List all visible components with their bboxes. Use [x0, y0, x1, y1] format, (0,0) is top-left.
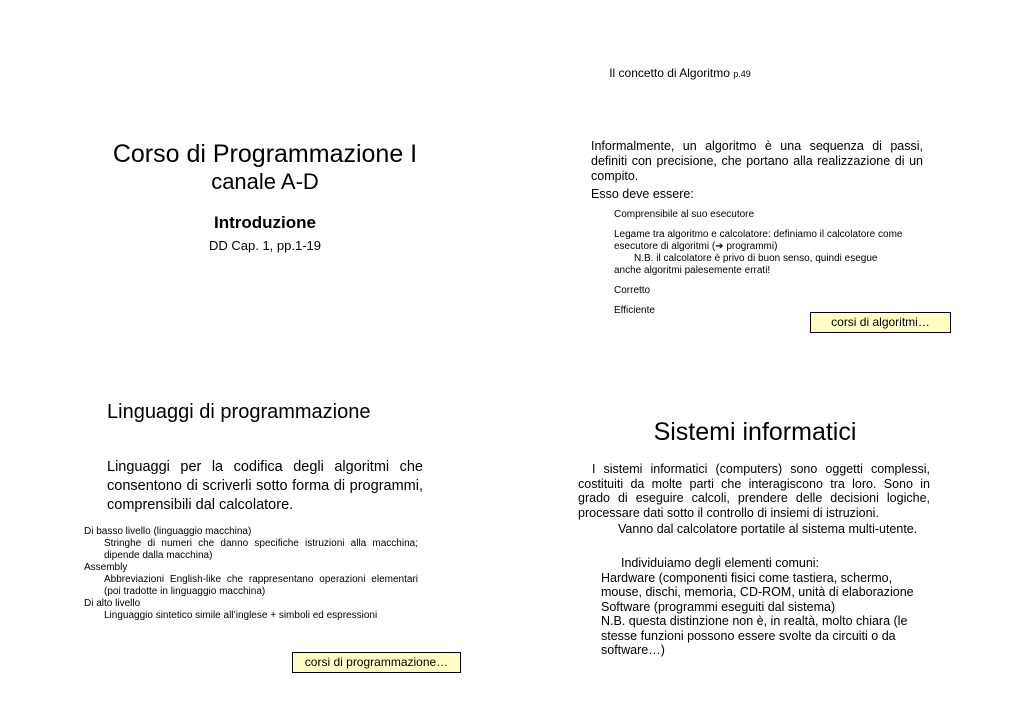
- list-subitem: Abbreviazioni English-like che rappresentano operazioni elementari (poi tradotte in linguaggio macchina): [104, 574, 418, 597]
- slide4-para1: I sistemi informatici (computers) sono oggetti complessi, costituiti da molte parti che interagiscono tra loro. Sono in grado di eseguire calcoli, prendere delle decisioni logiche, processare dati sotto il controllo di insiemi di istruzioni.: [578, 462, 930, 520]
- slide4-title: Sistemi informatici: [653, 418, 857, 446]
- slide3-levels-list: [84, 526, 418, 622]
- slide3-body: Linguaggi per la codifica degli algoritmi che consentono di scriverli sotto forma di programmi, comprensibili dal calcolatore.: [107, 459, 423, 513]
- list-item: [614, 229, 914, 277]
- list-item: Corretto: [614, 285, 651, 296]
- slide2-body: [591, 139, 923, 202]
- slide1-reference: DD Cap. 1, pp.1-19: [208, 238, 321, 253]
- slide3-title: Linguaggi di programmazione: [107, 401, 371, 423]
- list-item: Software (programmi eseguiti dal sistema): [601, 599, 836, 614]
- note-line: N.B. il calcolatore è privo di buon senso, quindi esegue: [634, 253, 878, 264]
- list-item: Di alto livello: [84, 598, 141, 609]
- note-line: anche algoritmi palesemente errati!: [614, 265, 771, 276]
- slide2-header: [540, 66, 820, 80]
- list-item: Comprensibile al suo esecutore: [614, 209, 755, 220]
- list-item-text: Legame tra algoritmo e calcolatore: definiamo il calcolatore come esecutore di algoritmi (: [614, 229, 903, 252]
- list-item: N.B. questa distinzione non è, in realtà, molto chiara (le stesse funzioni possono essere svolte da circuiti o da software…): [601, 614, 908, 657]
- slide2-header-page: p.49: [733, 69, 751, 79]
- list-item: Assembly: [84, 562, 128, 573]
- corsi-programmazione-button[interactable]: corsi di programmazione…: [292, 652, 461, 673]
- list-subitem: Stringhe di numeri che danno specifiche istruzioni alla macchina; dipende dalla macchina): [104, 538, 418, 561]
- arrow-right-icon: ➔: [715, 241, 724, 252]
- corsi-algoritmi-button[interactable]: corsi di algoritmi…: [810, 312, 951, 333]
- list-item-text: programmi): [723, 241, 778, 252]
- list-item: Efficiente: [614, 305, 655, 316]
- list-item: Di basso livello (linguaggio macchina): [84, 526, 252, 537]
- slide2-requirements-list: [614, 209, 914, 325]
- slide2-definition: Informalmente, un algoritmo è una sequenza di passi, definiti con precisione, che portano alla realizzazione di un compito.: [591, 139, 923, 183]
- slide1-subtitle: canale A-D: [211, 169, 319, 194]
- slide4-common: Individuiamo degli elementi comuni:: [621, 556, 820, 570]
- slide1-title: Corso di Programmazione I: [112, 140, 418, 168]
- list-item: Hardware (componenti fisici come tastiera, schermo, mouse, dischi, memoria, CD-ROM, unità di elaborazione: [601, 570, 914, 599]
- slide2-must-be: Esso deve essere:: [591, 187, 694, 201]
- slide4-para2: Vanno dal calcolatore portatile al sistema multi-utente.: [618, 522, 918, 536]
- slide2-header-text: Il concetto di Algoritmo: [609, 66, 730, 80]
- list-subitem: Linguaggio sintetico simile all’inglese + simboli ed espressioni: [104, 610, 378, 621]
- slide4-elements: [601, 556, 931, 658]
- slide4-body: [578, 462, 930, 537]
- slide1-intro: Introduzione: [214, 213, 316, 232]
